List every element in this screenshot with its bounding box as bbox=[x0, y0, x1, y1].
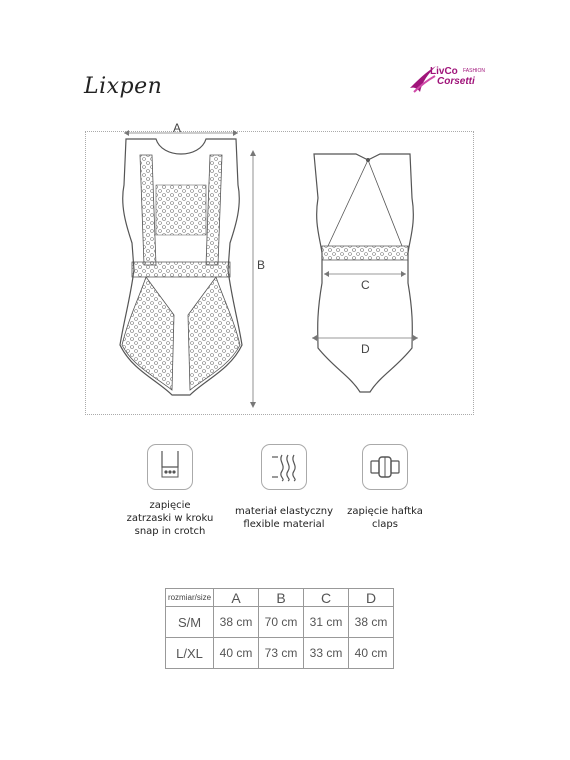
brand-logo bbox=[408, 62, 508, 100]
table-row bbox=[166, 638, 394, 669]
product-title: Lixpen bbox=[84, 74, 163, 99]
dimension-label-a: A bbox=[173, 121, 182, 135]
feature-snap-line1: zapięcie bbox=[149, 500, 191, 511]
header-cell-b: B bbox=[259, 589, 304, 607]
size-cell: S/M bbox=[166, 607, 214, 638]
snap-icon bbox=[147, 444, 193, 490]
back-view-drawing bbox=[300, 148, 430, 398]
feature-clasp-line2: claps bbox=[372, 519, 398, 530]
value-cell: 38 cm bbox=[349, 607, 394, 638]
feature-clasp-text bbox=[325, 505, 445, 531]
header-cell-a: A bbox=[214, 589, 259, 607]
feature-snap-text bbox=[110, 499, 230, 538]
header-cell-c: C bbox=[304, 589, 349, 607]
value-cell: 40 cm bbox=[349, 638, 394, 669]
size-cell: L/XL bbox=[166, 638, 214, 669]
size-table bbox=[165, 588, 394, 669]
brand-tagline: FASHION bbox=[463, 68, 485, 74]
dimension-label-d: D bbox=[361, 342, 370, 356]
value-cell: 38 cm bbox=[214, 607, 259, 638]
header-cell-d: D bbox=[349, 589, 394, 607]
front-view-drawing bbox=[110, 125, 250, 410]
header-cell-size: rozmiar/size bbox=[166, 589, 214, 607]
feature-snap-line3: snap in crotch bbox=[134, 526, 206, 537]
size-table-header bbox=[166, 589, 394, 607]
value-cell: 73 cm bbox=[259, 638, 304, 669]
elastic-material-icon bbox=[261, 444, 307, 490]
clasp-icon bbox=[362, 444, 408, 490]
feature-elastic-line2: flexible material bbox=[243, 519, 325, 530]
dimension-label-c: C bbox=[361, 278, 370, 292]
value-cell: 40 cm bbox=[214, 638, 259, 669]
value-cell: 33 cm bbox=[304, 638, 349, 669]
dimension-b-arrow bbox=[246, 148, 260, 410]
brand-name: LivCo bbox=[430, 66, 458, 77]
feature-snap-line2: zatrzaski w kroku bbox=[126, 513, 214, 524]
value-cell: 31 cm bbox=[304, 607, 349, 638]
dimension-label-b: B bbox=[257, 258, 266, 272]
feature-clasp-line1: zapięcie haftka bbox=[347, 506, 423, 517]
brand-sub: Corsetti bbox=[437, 76, 475, 87]
feature-elastic-line1: materiał elastyczny bbox=[234, 506, 334, 517]
value-cell: 70 cm bbox=[259, 607, 304, 638]
table-row bbox=[166, 607, 394, 638]
